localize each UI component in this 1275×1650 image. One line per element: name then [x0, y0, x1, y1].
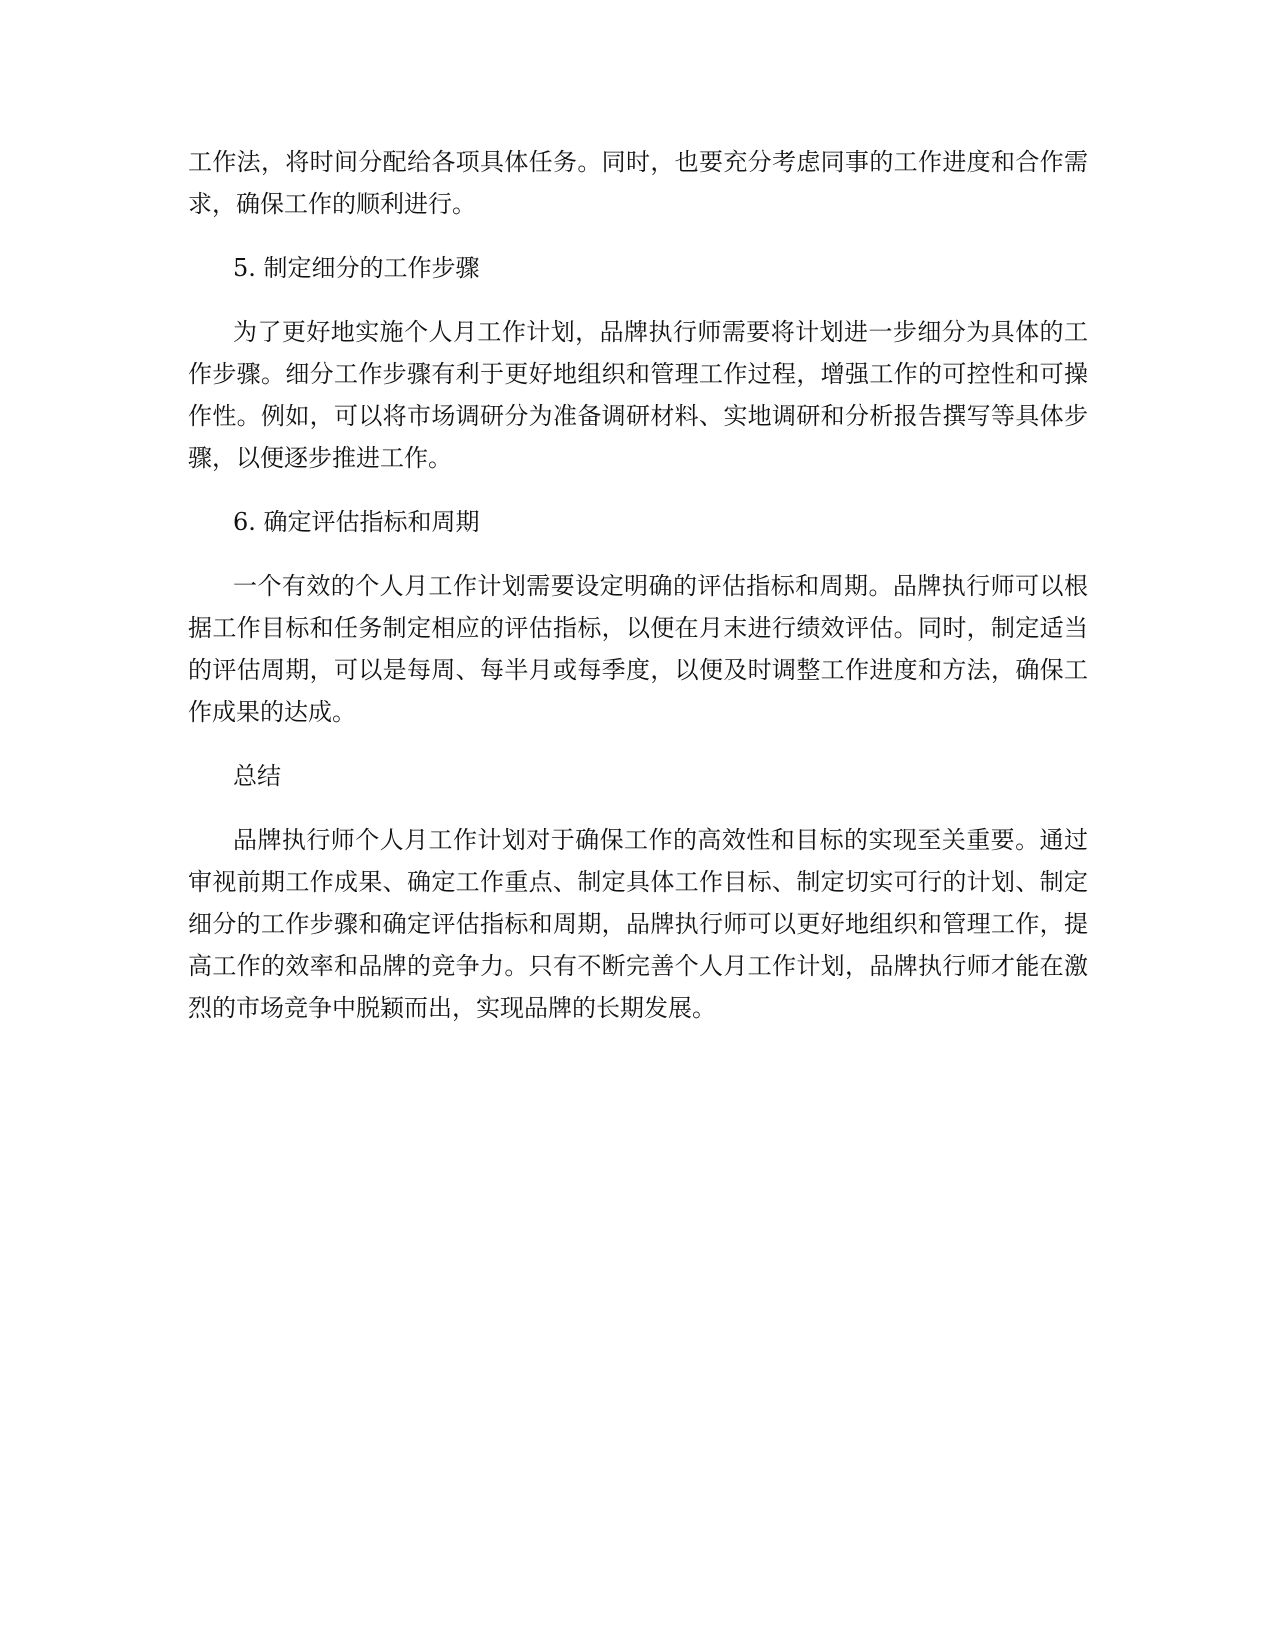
document-body [188, 141, 1088, 1029]
section-heading-6: 6. 确定评估指标和周期 [233, 508, 480, 536]
paragraph-summary: 品牌执行师个人月工作计划对于确保工作的高效性和目标的实现至关重要。通过审视前期工作成果、确定工作重点、制定具体工作目标、制定切实可行的计划、制定细分的工作步骤和确定评估指标和周期，品牌执行师可以更好地组织和管理工作，提高工作的效率和品牌的竞争力。只有不断完善个人月工作计划，品牌执行师才能在激烈的市场竞争中脱颖而出，实现品牌的长期发展。 [188, 826, 1088, 1022]
summary-heading: 总结 [233, 762, 281, 790]
section-heading-5: 5. 制定细分的工作步骤 [233, 254, 480, 282]
paragraph-continuation: 工作法，将时间分配给各项具体任务。同时，也要充分考虑同事的工作进度和合作需求，确保工作的顺利进行。 [188, 148, 1088, 218]
paragraph-work-steps: 为了更好地实施个人月工作计划，品牌执行师需要将计划进一步细分为具体的工作步骤。细分工作步骤有利于更好地组织和管理工作过程，增强工作的可控性和可操作性。例如，可以将市场调研分为准备调研材料、实地调研和分析报告撰写等具体步骤，以便逐步推进工作。 [188, 318, 1088, 472]
paragraph-evaluation: 一个有效的个人月工作计划需要设定明确的评估指标和周期。品牌执行师可以根据工作目标和任务制定相应的评估指标，以便在月末进行绩效评估。同时，制定适当的评估周期，可以是每周、每半月或每季度，以便及时调整工作进度和方法，确保工作成果的达成。 [188, 572, 1088, 726]
